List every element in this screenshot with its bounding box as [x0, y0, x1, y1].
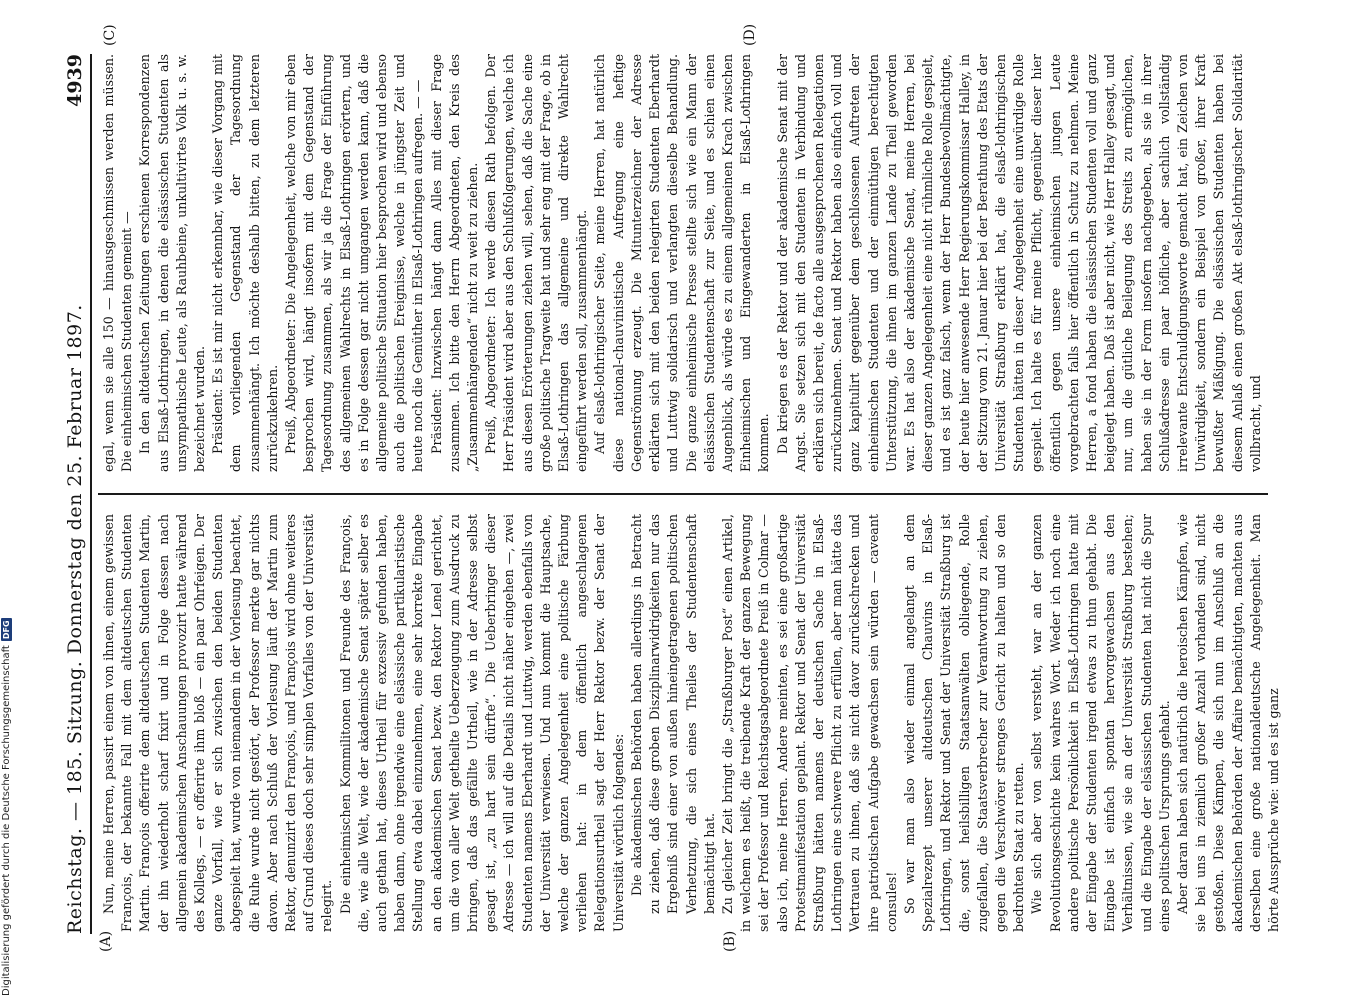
- right-paragraph: Präsident: Inzwischen hängt dann Alles mit dieser Frage zusammen. Ich bitte den Herrn Abgeordneten, den Kreis des „Zusammenhängenden“ nicht zu weit zu ziehen.: [428, 54, 481, 472]
- margin-marker-b: (B): [722, 930, 738, 952]
- margin-marker-d: (D): [742, 23, 758, 46]
- left-paragraph: So war man also wieder einmal angelangt an dem Spezialrezept unserer altdeutschen Chauvins in Elsaß-Lothringen, und Rektor und Senat der Universität Straßburg ist die, sonst heilsbilligen Staatsanwälten obliegende, Rolle zugefallen, die Staatsverbrecher zur Verantwortung zu ziehen, gegen die Verschwörer strenges Gericht zu halten und so den bedrohten Staat zu retten.: [901, 514, 1027, 932]
- funding-note: [1, 618, 12, 996]
- scanned-page: [22, 0, 1322, 992]
- page-header: [60, 54, 92, 934]
- right-paragraph: Preiß, Abgeordneter: Ich werde diesen Rath befolgen. Der Herr Präsident wird aber aus den Schlußfolgerungen, welche ich aus diesen Erörterungen ziehen will, sehen, daß die Sache eine große politische Tragweite hat und sehr eng mit der Frage, ob in Elsaß-Lothringen das allgemeine und direkte Wahlrecht eingeführt werden soll, zusammenhängt.: [483, 54, 590, 472]
- right-paragraph: egal, wenn sie alle 150 — hinausgeschmissen werden müssen. Die einheimischen Studenten gemeint —: [101, 54, 135, 472]
- left-paragraph: Die einheimischen Kommilitonen und Freunde des François, die, wie alle Welt, wie der akademische Senat später selber es auch gethan hat, dieses Urtheil für exzessiv gefunden haben, haben dann, ohne irgendwie eine elsässische partikularistische Stellung etwa dabei einzunehmen, eine sehr korrekte Eingabe an den akademischen Senat bezw. den Rektor Lenel gerichtet, um die von aller Welt getheilte Ueberzeugung zum Ausdruck zu bringen, daß das gefällte Urtheil, wie in der Adresse selbst gesagt ist, „zu hart sein dürfte“. Die Ueberbringer dieser Adresse — ich will auf die Details nicht näher eingehen —, zwei Studenten namens Eberhardt und Luttwig, werden ebenfalls von der Universität verwiesen. Und nun kommt die Hauptsache, welche der ganzen Angelegenheit eine politische Färbung verliehen hat: in dem öffentlich angeschlagenen Relegationsurtheil sagt der Herr Rektor bezw. der Senat der Universität wörtlich folgendes:: [337, 514, 626, 932]
- left-paragraph: Wie sich aber von selbst versteht, war an der ganzen Revolutionsgeschichte kein wahres Wort. Weder ich noch eine andere politische Persönlichkeit in Elsaß-Lothringen hatte mit der Eingabe der Studenten irgend etwas zu thun gehabt. Die Eingabe ist einfach spontan hervorgewachsen aus den Verhältnissen, wie sie an der Universität Straßburg bestehen; und die Eingabe der elsässischen Studenten hat nicht die Spur eines politischen Ursprungs gehabt.: [1029, 514, 1172, 932]
- right-paragraph: Präsident: Es ist mir nicht erkennbar, wie dieser Vorgang mit dem vorliegenden Gegenstand der Tagesordnung zusammenhängt. Ich möchte deshalb bitten, zu dem letzteren zurückzukehren.: [210, 54, 280, 472]
- right-paragraph: Da kriegen es der Rektor und der akademische Senat mit der Angst. Sie setzen sich mit den Studenten in Verbindung und erklären sich bereit, de facto alle ausgesprochenen Relegationen zurückzunehmen. Senat und Rektor haben also einfach voll und ganz kapitulirt gegenüber dem geschlossenen Auftreten der einheimischen Studenten und der einmüthigen berechtigten Unterstützung, die ihnen im ganzen Lande zu Theil geworden war. Es hat also der akademische Senat, meine Herren, bei dieser ganzen Angelegenheit eine nicht rühmliche Rolle gespielt, und es ist ganz falsch, wenn der Herr Bundesbevollmächtigte, der heute hier anwesende Herr Regierungskommissar Halley, in der Sitzung vom 21. Januar hier bei der Berathung des Etats der Universität Straßburg erklärt hat, die elsaß-lothringischen Studenten hätten in dieser Angelegenheit eine unwürdige Rolle gespielt. Ich halte es für meine Pflicht, gegenüber dieser hier öffentlich gegen unsere einheimischen jungen Leute vorgebrachten falls hier öffentlich in Schutz zu nehmen. Meine Herren, a fond haben die elsässischen Studenten voll und ganz beigelegt haben. Daß ist aber nicht, wie Herr Halley gesagt, und nur, um die gütliche Beilegung des Streits zu ermöglichen, haben sie in der Form insofern nachgegeben, als sie in ihrer Schlußadresse ein paar höfliche, aber sachlich vollständig irrelevante Entschuldigungsworte gemacht hat, ein Zeichen von Unwürdigkeit, sondern ein Beispiel von großer, ihrer Kraft bewußter Mäßigung. Die elsässischen Studenten haben bei diesem Anlaß einen großen Akt elsaß-lothringischer Solidarität vollbracht, und: [774, 54, 1263, 472]
- left-paragraph-quote: Die akademischen Behörden haben allerdings in Betracht zu ziehen, daß diese groben Disziplinarwidrigkeiten nur das Ergebniß sind einer von außen hineingetragenen politischen Verhetzung, die sich eines Theiles der Studentenschaft bemächtigt hat.: [628, 514, 717, 914]
- margin-marker-c: (C): [102, 24, 118, 46]
- left-paragraph: Aber daran haben sich natürlich die heroischen Kämpfen, wie sie bei uns in ziemlich großer Anzahl vorhanden sind, nicht gestoßen. Diese Kämpen, die sich nun im Anschluß an die akademischen Behörden der Affaire bemächtigten, machten aus derselben eine große nationaldeutsche Angelegenheit. Man hörte Aussprüche wie: und es ist ganz: [1174, 514, 1281, 932]
- funding-note-text: Digitalisierung gefördert durch die Deutsche Forschungsgemeinschaft: [1, 645, 12, 996]
- left-paragraph: Nun, meine Herren, passirt einem von ihnen, einem gewissen François, der bekannte Fall mit dem altdeutschen Studenten Martin. François offerirte dem altdeutschen Studenten Martin, der ihn wiederholt scharf fixirt und in Folge dessen nach allgemein akademischen Anschauungen provozirt hatte während des Kollegs, — er offerirte ihm bloß — ein paar Ohrfeigen. Der ganze Vorfall, wie er sich zwischen den beiden Studenten abgespielt hat, wurde von niemandem in der Vorlesung beachtet, die Ruhe wurde nicht gestört, der Professor merkte gar nichts davon. Aber nach Schluß der Vorlesung läuft der Martin zum Rektor, denunzirt den François, und François wird ohne weiteres auf Grund dieses doch sehr simplen Vorfalles von der Universität relegirt.: [101, 514, 335, 932]
- left-column: [100, 514, 1283, 932]
- right-column: [100, 54, 1265, 472]
- dfg-logo-icon: DFG: [2, 620, 11, 640]
- left-paragraph: Zu gleicher Zeit bringt die „Straßburger Post“ einen Artikel, in welchem es heißt, die treibende Kraft der ganzen Bewegung sei der Professor und Reichstagsabgeordnete Preiß in Colmar — also ich, meine Herren. Andere meinten, es sei eine großartige Protestmanifestation geplant. Rektor und Senat der Universität Straßburg hätten namens der deutschen Sache in Elsaß-Lothringen eine schwere Pflicht zu erfüllen, aber man hätte das Vertrauen zu ihnen, daß sie nicht davor zurückschrecken und ihre patriotischen Aufgabe gewachsen sein würden — caveant consules!: [719, 514, 899, 932]
- right-paragraph: In den altdeutschen Zeitungen erschienen Korrespondenzen aus Elsaß-Lothringen, in denen die elsässischen Studenten als unsympathische Leute, als Rauhbeine, unkultivirtes Volk u. s. w. bezeichnet wurden.: [137, 54, 208, 472]
- margin-marker-a: (A): [98, 930, 114, 952]
- column-divider: [98, 493, 1268, 495]
- right-paragraph: Preiß, Abgeordneter: Die Angelegenheit, welche von mir eben besprochen wird, hängt insofern mit dem Gegenstand der Tagesordnung zusammen, als wir ja die Frage der Einführung des allgemeinen Wahlrechts in Elsaß-Lothringen erörtern, und es in Folge dessen gar nicht umgangen werden kann, daß die allgemeine politische Situation hier besprochen wird und ebenso auch die politischen Ereignisse, welche in jüngster Zeit und heute noch die Gemüther in Elsaß-Lothringen aufregen. — —: [283, 54, 426, 472]
- header-title: Reichstag. — 185. Sitzung. Donnerstag den 25. Februar 1897.: [64, 304, 86, 934]
- right-paragraph: Auf elsaß-lothringischer Seite, meine Herren, hat natürlich diese national-chauvinistische Aufregung eine heftige Gegenströmung erzeugt. Die Mitunterzeichner der Adresse erklärten sich mit den beiden relegirten Studenten Eberhardt und Luttwig solidarisch und verlangten dieselbe Behandlung. Die ganze einheimische Presse stellte sich wie ein Mann der elsässischen Studentenschaft zur Seite, und es schien einen Augenblick, als würde es zu einem allgemeinen Krach zwischen Einheimischen und Eingewanderten in Elsaß-Lothringen kommen.: [592, 54, 772, 472]
- page-number: 4939: [64, 54, 86, 107]
